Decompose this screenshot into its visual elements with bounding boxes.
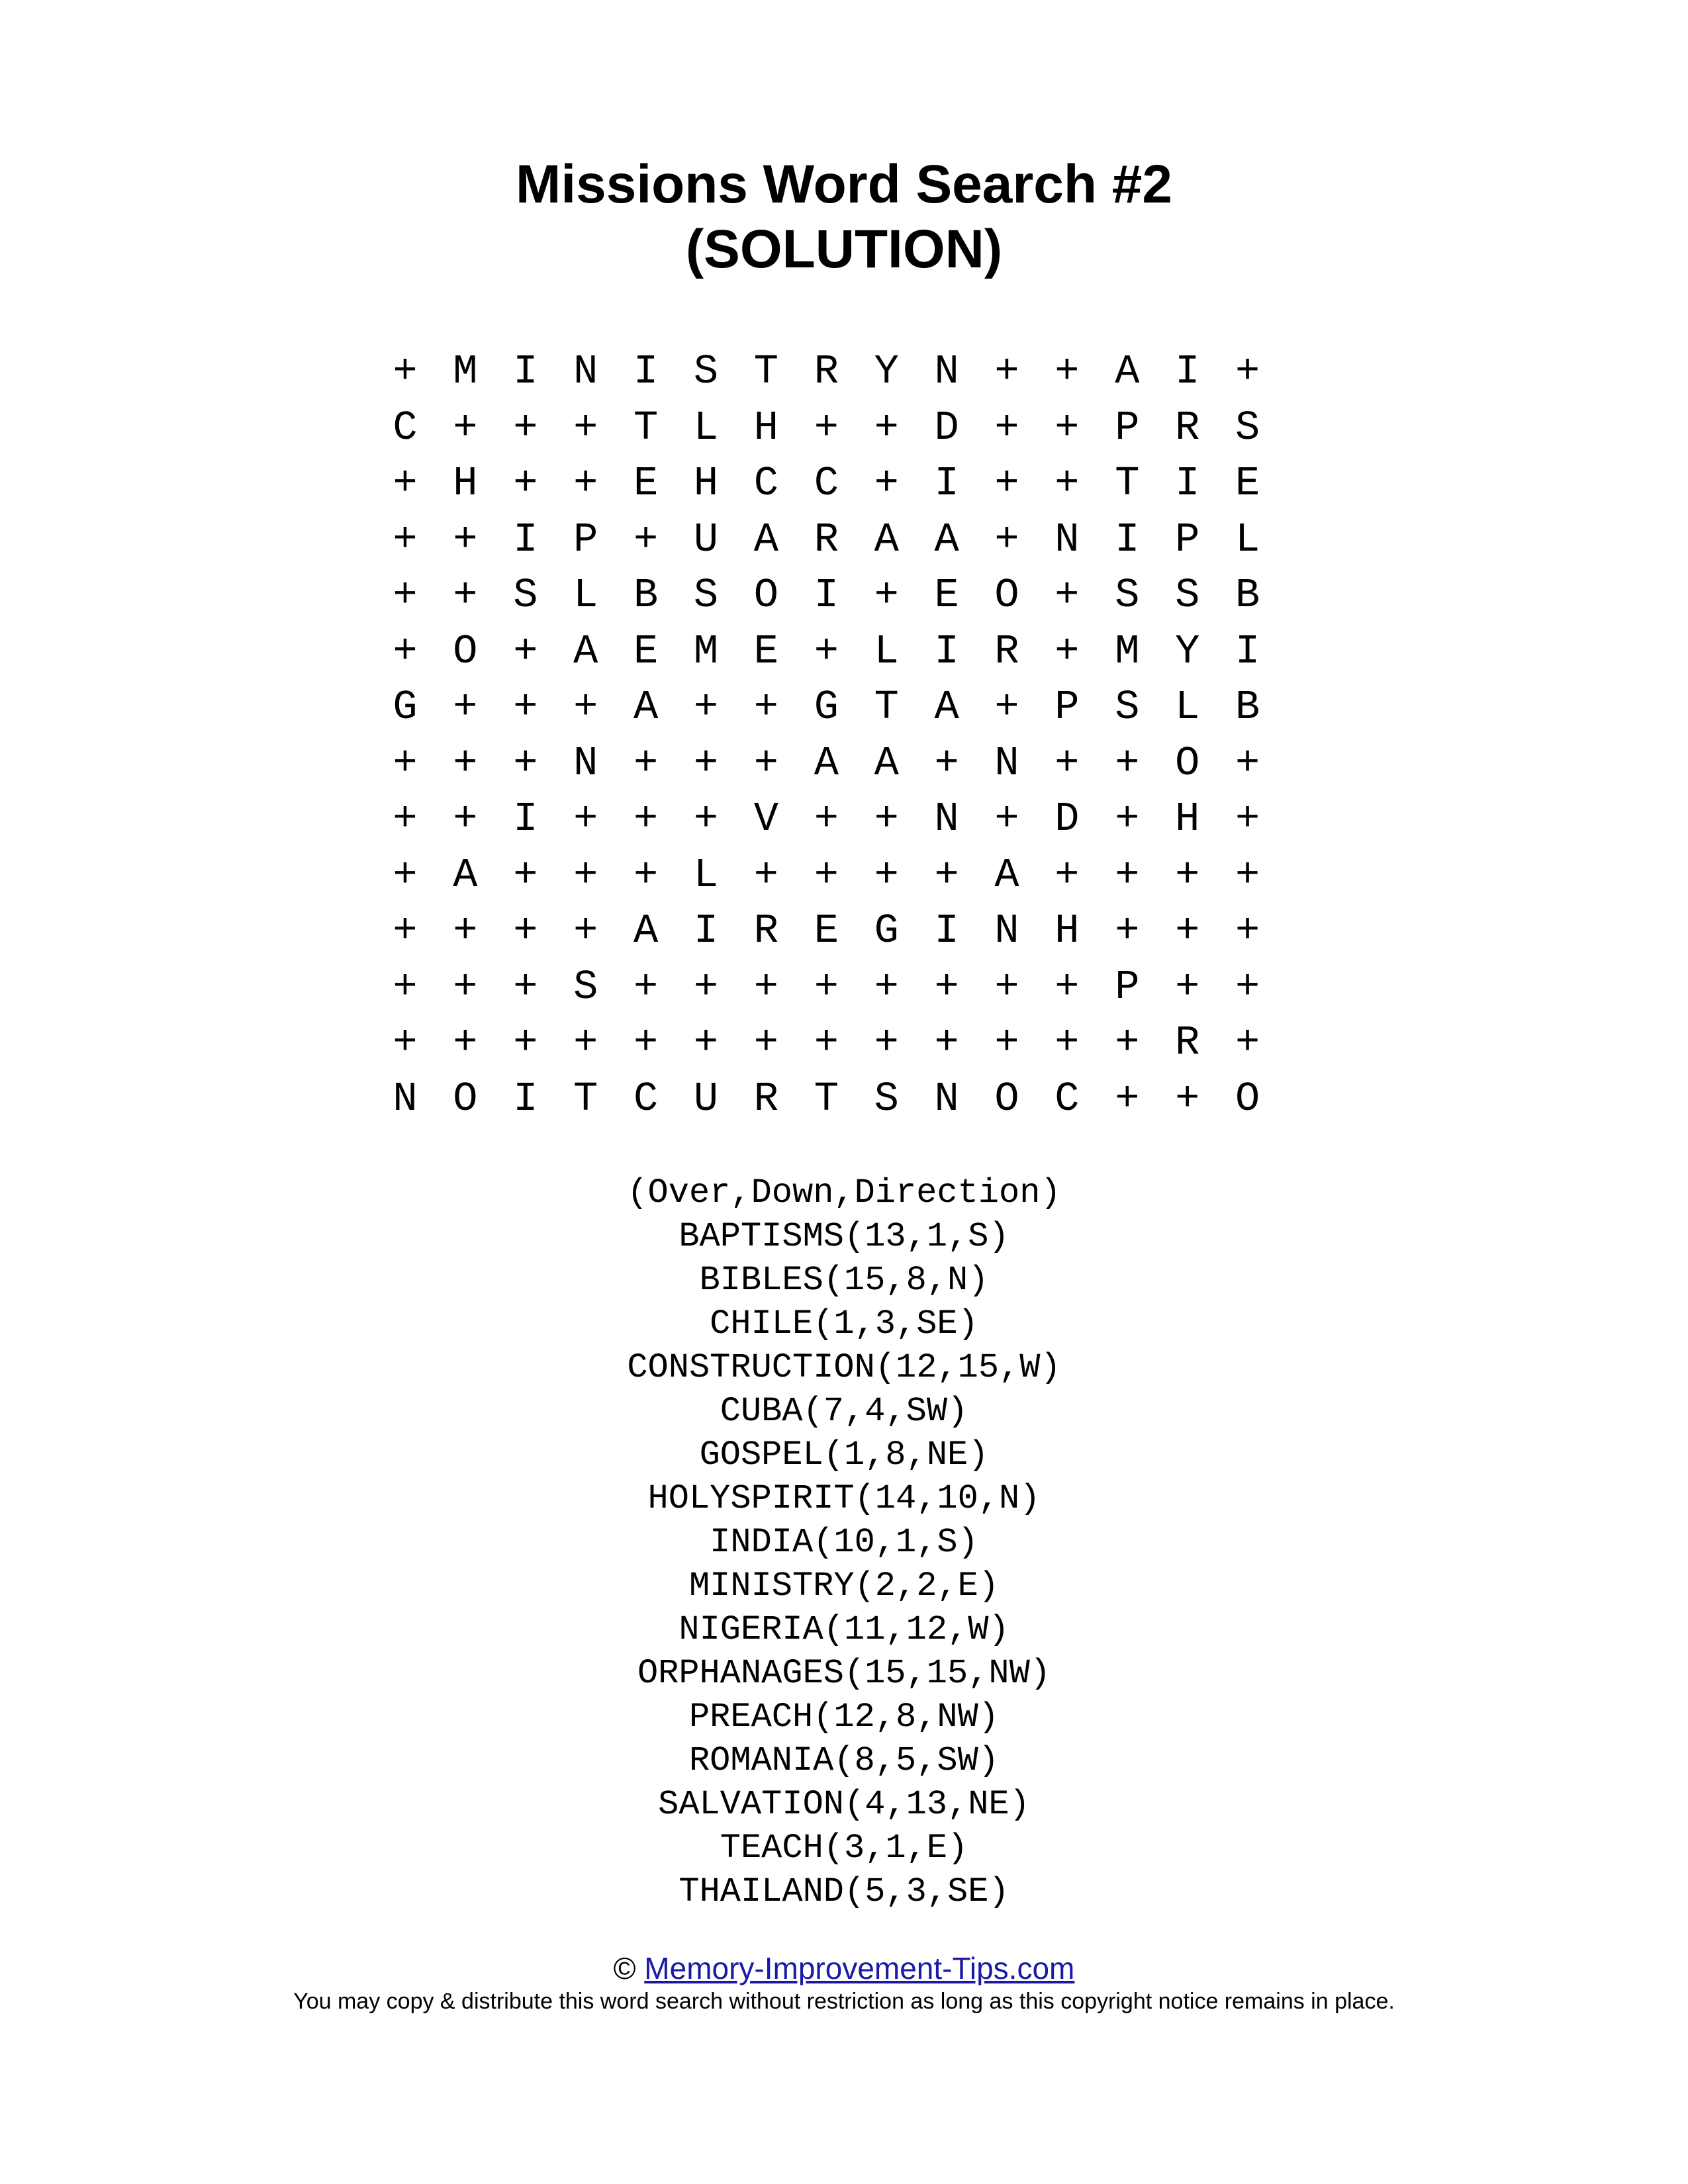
grid-cell: I — [513, 796, 538, 842]
grid-cell: I — [1115, 516, 1140, 563]
word-list-entry: ROMANIA(8,5,SW) — [688, 1741, 1000, 1780]
grid-cell: S — [1115, 684, 1140, 731]
grid-cell: + — [513, 404, 538, 451]
grid-cell: + — [874, 963, 899, 1011]
grid-cell: P — [1115, 963, 1140, 1011]
grid-cell: + — [874, 1019, 899, 1066]
grid-cell: A — [633, 684, 659, 731]
grid-cell: N — [393, 1075, 418, 1122]
grid-cell: A — [633, 907, 659, 954]
grid-cell: + — [693, 739, 719, 787]
grid-cell: + — [393, 627, 418, 675]
grid-cell: R — [814, 348, 839, 395]
grid-cell: S — [1175, 572, 1200, 619]
grid-cell: + — [633, 963, 659, 1011]
grid-cell: M — [693, 627, 719, 675]
grid-cell: + — [994, 796, 1019, 842]
grid-cell: L — [1235, 516, 1260, 563]
grid-cell: I — [934, 627, 959, 675]
grid-cell: S — [874, 1075, 899, 1122]
grid-cell: + — [814, 851, 839, 899]
grid-cell: U — [693, 1075, 719, 1122]
grid-cell: + — [453, 1019, 478, 1066]
grid-cell: + — [453, 684, 478, 731]
grid-cell: + — [1115, 907, 1140, 954]
grid-cell: + — [874, 572, 899, 619]
grid-cell: + — [994, 1019, 1019, 1066]
grid-cell: + — [1175, 1075, 1200, 1122]
word-list-entry: TEACH(3,1,E) — [720, 1829, 968, 1868]
grid-cell: I — [1235, 627, 1260, 675]
grid-cell: C — [1055, 1075, 1080, 1122]
grid-cell: R — [753, 907, 778, 954]
grid-cell: + — [1235, 963, 1260, 1011]
grid-cell: I — [1175, 348, 1200, 395]
grid-cell: H — [693, 460, 719, 507]
grid-cell: + — [1175, 851, 1200, 899]
grid-cell: + — [753, 684, 778, 731]
grid-cell: + — [513, 739, 538, 787]
grid-cell: + — [1055, 963, 1080, 1011]
grid-cell: + — [874, 851, 899, 899]
grid-cell: A — [814, 739, 839, 787]
grid-cell: + — [934, 1019, 959, 1066]
grid-cell: + — [994, 460, 1019, 507]
grid-cell: L — [1175, 684, 1200, 731]
grid-cell: + — [934, 851, 959, 899]
word-list-entry: BIBLES(15,8,N) — [699, 1261, 989, 1300]
grid-cell: N — [934, 348, 959, 395]
grid-cell: + — [1175, 963, 1200, 1011]
grid-cell: T — [814, 1075, 839, 1122]
grid-cell: H — [753, 404, 778, 451]
website-link[interactable]: Memory-Improvement-Tips.com — [644, 1951, 1075, 1985]
grid-cell: T — [573, 1075, 598, 1122]
grid-cell: + — [393, 348, 418, 395]
grid-cell: + — [693, 1019, 719, 1066]
word-list-entry: INDIA(10,1,S) — [710, 1523, 978, 1562]
grid-cell: + — [573, 460, 598, 507]
grid-cell: + — [633, 739, 659, 787]
grid-cell: M — [453, 348, 478, 395]
grid-cell: + — [573, 684, 598, 731]
grid-cell: N — [994, 739, 1019, 787]
grid-cell: + — [453, 796, 478, 842]
grid-cell: + — [573, 404, 598, 451]
grid-cell: + — [573, 907, 598, 954]
word-list-entry: HOLYSPIRIT(14,10,N) — [647, 1479, 1041, 1518]
copyright-notice: You may copy & distribute this word search without restriction as long as this copyright notice remains in place. — [293, 1989, 1395, 2014]
grid-cell: + — [814, 404, 839, 451]
grid-cell: + — [513, 963, 538, 1011]
grid-cell: I — [934, 907, 959, 954]
grid-cell: P — [1055, 684, 1080, 731]
grid-cell: P — [1175, 516, 1200, 563]
grid-cell: G — [814, 684, 839, 731]
grid-cell: + — [513, 851, 538, 899]
page-subtitle: (SOLUTION) — [685, 219, 1003, 279]
grid-cell: + — [1115, 1019, 1140, 1066]
grid-cell: + — [633, 851, 659, 899]
grid-cell: + — [513, 460, 538, 507]
grid-cell: N — [934, 1075, 959, 1122]
grid-cell: I — [513, 1075, 538, 1122]
grid-cell: + — [1055, 1019, 1080, 1066]
grid-cell: + — [393, 851, 418, 899]
grid-cell: R — [814, 516, 839, 563]
grid-cell: C — [633, 1075, 659, 1122]
grid-cell: + — [994, 516, 1019, 563]
grid-cell: + — [633, 796, 659, 842]
grid-cell: I — [814, 572, 839, 619]
grid-cell: G — [874, 907, 899, 954]
grid-cell: T — [633, 404, 659, 451]
word-list-entry: CHILE(1,3,SE) — [710, 1304, 978, 1343]
grid-cell: + — [693, 684, 719, 731]
grid-cell: L — [693, 404, 719, 451]
grid-cell: + — [814, 1019, 839, 1066]
grid-cell: A — [573, 627, 598, 675]
grid-cell: E — [1235, 460, 1260, 507]
grid-cell: B — [1235, 684, 1260, 731]
grid-cell: + — [633, 516, 659, 563]
grid-cell: E — [753, 627, 778, 675]
grid-cell: + — [393, 1019, 418, 1066]
grid-cell: Y — [874, 348, 899, 395]
grid-cell: N — [994, 907, 1019, 954]
word-list-entry: CONSTRUCTION(12,15,W) — [627, 1348, 1061, 1387]
word-list-entry: PREACH(12,8,NW) — [688, 1698, 1000, 1737]
grid-cell: A — [874, 739, 899, 787]
grid-cell: + — [1115, 739, 1140, 787]
grid-cell: A — [1115, 348, 1140, 395]
grid-cell: + — [513, 1019, 538, 1066]
grid-cell: R — [1175, 404, 1200, 451]
word-list-header: (Over,Down,Direction) — [627, 1173, 1061, 1212]
grid-cell: + — [934, 963, 959, 1011]
grid-cell: + — [1055, 851, 1080, 899]
grid-cell: Y — [1175, 627, 1200, 675]
grid-cell: + — [753, 851, 778, 899]
grid-cell: + — [633, 1019, 659, 1066]
grid-cell: C — [814, 460, 839, 507]
grid-cell: P — [573, 516, 598, 563]
page-title: Missions Word Search #2 — [516, 154, 1172, 214]
grid-cell: N — [1055, 516, 1080, 563]
word-list-entry: THAILAND(5,3,SE) — [679, 1872, 1009, 1911]
grid-cell: O — [1235, 1075, 1260, 1122]
grid-cell: E — [633, 627, 659, 675]
grid-cell: + — [1115, 796, 1140, 842]
grid-cell: E — [814, 907, 839, 954]
grid-cell: I — [693, 907, 719, 954]
grid-cell: + — [693, 796, 719, 842]
grid-cell: + — [453, 739, 478, 787]
grid-cell: A — [934, 684, 959, 731]
grid-cell: H — [1175, 796, 1200, 842]
grid-cell: + — [453, 907, 478, 954]
grid-cell: C — [393, 404, 418, 451]
word-list — [0, 1171, 1688, 1914]
grid-cell: + — [513, 627, 538, 675]
grid-cell: + — [1055, 739, 1080, 787]
grid-cell: + — [393, 796, 418, 842]
grid-cell: O — [1175, 739, 1200, 787]
grid-cell: S — [1115, 572, 1140, 619]
word-list-entry: ORPHANAGES(15,15,NW) — [637, 1654, 1051, 1693]
grid-cell: H — [1055, 907, 1080, 954]
grid-cell: A — [453, 851, 478, 899]
grid-cell: H — [453, 460, 478, 507]
word-list-entry: SALVATION(4,13,NE) — [658, 1785, 1030, 1824]
grid-cell: + — [1055, 627, 1080, 675]
grid-cell: + — [1235, 851, 1260, 899]
grid-cell: + — [934, 739, 959, 787]
grid-cell: I — [513, 348, 538, 395]
grid-cell: + — [393, 907, 418, 954]
grid-cell: R — [994, 627, 1019, 675]
grid-cell: R — [1175, 1019, 1200, 1066]
grid-cell: + — [1235, 1019, 1260, 1066]
grid-cell: B — [1235, 572, 1260, 619]
grid-cell: I — [513, 516, 538, 563]
grid-cell: S — [1235, 404, 1260, 451]
grid-cell: + — [393, 516, 418, 563]
grid-cell: + — [693, 963, 719, 1011]
grid-cell: + — [573, 851, 598, 899]
grid-cell: S — [693, 348, 719, 395]
grid-cell: O — [453, 1075, 478, 1122]
grid-cell: S — [513, 572, 538, 619]
grid-cell: T — [874, 684, 899, 731]
grid-cell: + — [393, 572, 418, 619]
word-list-entry: CUBA(7,4,SW) — [720, 1392, 968, 1431]
grid-cell: L — [573, 572, 598, 619]
grid-cell: + — [994, 404, 1019, 451]
grid-cell: D — [1055, 796, 1080, 842]
grid-cell: D — [934, 404, 959, 451]
grid-cell: + — [513, 684, 538, 731]
grid-cell: S — [573, 963, 598, 1011]
grid-cell: L — [693, 851, 719, 899]
grid-cell: + — [814, 963, 839, 1011]
grid-cell: + — [573, 796, 598, 842]
grid-cell: + — [453, 516, 478, 563]
grid-cell: + — [1235, 348, 1260, 395]
grid-cell: + — [753, 963, 778, 1011]
grid-cell: A — [934, 516, 959, 563]
grid-cell: + — [1115, 851, 1140, 899]
grid-cell: N — [573, 348, 598, 395]
grid-cell: + — [393, 963, 418, 1011]
grid-cell: + — [1055, 460, 1080, 507]
grid-cell: + — [453, 963, 478, 1011]
grid-cell: A — [874, 516, 899, 563]
grid-cell: + — [453, 572, 478, 619]
grid-cell: + — [814, 627, 839, 675]
grid-cell: + — [393, 460, 418, 507]
grid-cell: A — [994, 851, 1019, 899]
grid-cell: + — [1115, 1075, 1140, 1122]
grid-cell: + — [1055, 348, 1080, 395]
grid-cell: + — [874, 460, 899, 507]
grid-cell: P — [1115, 404, 1140, 451]
grid-cell: + — [814, 796, 839, 842]
grid-cell: O — [994, 1075, 1019, 1122]
grid-cell: + — [513, 907, 538, 954]
copyright-line — [0, 1950, 1688, 1987]
grid-cell: + — [1235, 796, 1260, 842]
grid-cell: + — [874, 404, 899, 451]
grid-cell: G — [393, 684, 418, 731]
grid-cell: N — [573, 739, 598, 787]
grid-cell: U — [693, 516, 719, 563]
grid-cell: + — [753, 1019, 778, 1066]
grid-cell: + — [573, 1019, 598, 1066]
grid-cell: + — [874, 796, 899, 842]
grid-cell: R — [753, 1075, 778, 1122]
word-list-entry: BAPTISMS(13,1,S) — [679, 1217, 1009, 1256]
grid-cell: I — [633, 348, 659, 395]
grid-cell: O — [753, 572, 778, 619]
grid-cell: + — [1235, 907, 1260, 954]
grid-cell: + — [393, 739, 418, 787]
grid-cell: M — [1115, 627, 1140, 675]
word-list-entry: NIGERIA(11,12,W) — [679, 1610, 1009, 1649]
grid-cell: + — [1175, 907, 1200, 954]
grid-cell: S — [693, 572, 719, 619]
grid-cell: + — [753, 739, 778, 787]
grid-cell: + — [453, 404, 478, 451]
grid-cell: + — [1235, 739, 1260, 787]
grid-cell: E — [633, 460, 659, 507]
grid-cell: O — [994, 572, 1019, 619]
grid-cell: + — [994, 348, 1019, 395]
grid-cell: T — [1115, 460, 1140, 507]
grid-cell: L — [874, 627, 899, 675]
grid-cell: O — [453, 627, 478, 675]
grid-cell: + — [1055, 572, 1080, 619]
grid-cell: T — [753, 348, 778, 395]
grid-cell: I — [1175, 460, 1200, 507]
grid-cell: + — [1055, 404, 1080, 451]
grid-cell: I — [934, 460, 959, 507]
grid-cell: B — [633, 572, 659, 619]
grid-cell: + — [994, 684, 1019, 731]
word-list-entry: GOSPEL(1,8,NE) — [699, 1435, 989, 1475]
grid-cell: C — [753, 460, 778, 507]
grid-cell: E — [934, 572, 959, 619]
grid-cell: N — [934, 796, 959, 842]
grid-cell: + — [994, 963, 1019, 1011]
grid-cell: V — [753, 796, 778, 842]
copyright-symbol: © — [613, 1951, 636, 1985]
grid-cell: A — [753, 516, 778, 563]
word-list-entry: MINISTRY(2,2,E) — [688, 1567, 1000, 1606]
